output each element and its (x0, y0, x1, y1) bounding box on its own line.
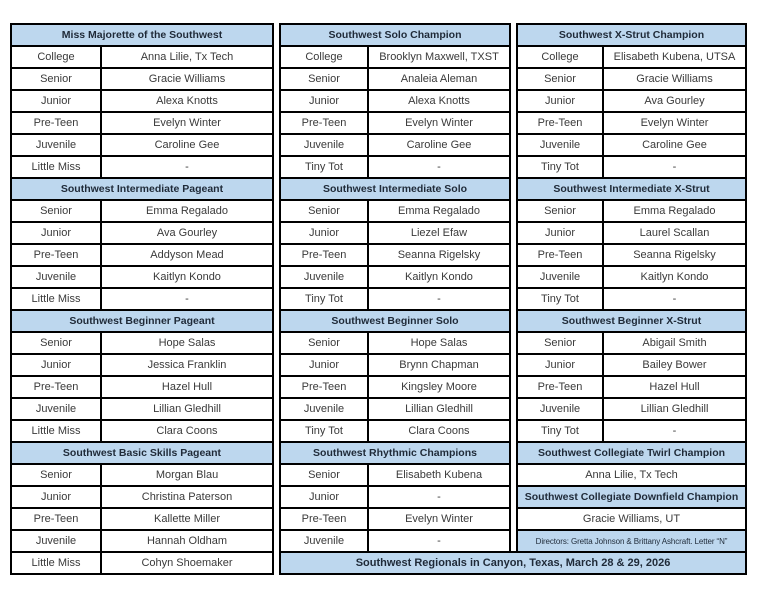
winner-cell: - (604, 157, 745, 177)
category-cell: Pre-Teen (518, 377, 602, 397)
section-header: Southwest Intermediate Solo (281, 179, 509, 199)
category-cell: Junior (12, 91, 100, 111)
category-cell: Tiny Tot (518, 421, 602, 441)
winner-cell: Ava Gourley (102, 223, 272, 243)
category-cell: Pre-Teen (281, 113, 367, 133)
category-cell: Junior (12, 223, 100, 243)
category-cell: Junior (518, 91, 602, 111)
winner-cell: - (369, 487, 509, 507)
category-cell: Junior (12, 355, 100, 375)
category-cell: Tiny Tot (518, 289, 602, 309)
category-cell: Junior (281, 355, 367, 375)
winner-cell: Morgan Blau (102, 465, 272, 485)
category-cell: Pre-Teen (518, 245, 602, 265)
category-cell: Junior (518, 223, 602, 243)
collegiate-twirl-winner: Anna Lilie, Tx Tech (518, 465, 745, 485)
event-footer-banner: Southwest Regionals in Canyon, Texas, March 28 & 29, 2026 (279, 551, 747, 575)
section-header: Southwest Beginner Solo (281, 311, 509, 331)
category-cell: Pre-Teen (281, 377, 367, 397)
section-header: Southwest Solo Champion (281, 25, 509, 45)
directors-note: Directors: Gretta Johnson & Brittany Ashcraft. Letter “N” (518, 531, 745, 551)
winner-cell: Gracie Williams (102, 69, 272, 89)
category-cell: Tiny Tot (518, 157, 602, 177)
category-cell: Juvenile (12, 267, 100, 287)
category-cell: Pre-Teen (518, 113, 602, 133)
winner-cell: Christina Paterson (102, 487, 272, 507)
section-header: Southwest X-Strut Champion (518, 25, 745, 45)
section-header: Southwest Beginner X-Strut (518, 311, 745, 331)
winner-cell: Evelyn Winter (369, 113, 509, 133)
category-cell: Senior (12, 201, 100, 221)
winner-cell: Clara Coons (102, 421, 272, 441)
winner-cell: Evelyn Winter (369, 509, 509, 529)
category-cell: College (281, 47, 367, 67)
category-cell: Juvenile (518, 399, 602, 419)
winner-cell: Evelyn Winter (604, 113, 745, 133)
winner-cell: - (604, 289, 745, 309)
category-cell: Pre-Teen (12, 113, 100, 133)
category-cell: Juvenile (12, 531, 100, 551)
winner-cell: Caroline Gee (102, 135, 272, 155)
category-cell: Senior (281, 201, 367, 221)
winner-cell: Kaitlyn Kondo (369, 267, 509, 287)
solo-results-table (279, 23, 511, 553)
category-cell: Juvenile (281, 531, 367, 551)
winner-cell: Lillian Gledhill (102, 399, 272, 419)
winner-cell: Emma Regalado (102, 201, 272, 221)
category-cell: Junior (281, 91, 367, 111)
winner-cell: Lillian Gledhill (369, 399, 509, 419)
category-cell: Senior (12, 465, 100, 485)
winner-cell: Emma Regalado (369, 201, 509, 221)
category-cell: Pre-Teen (12, 377, 100, 397)
winner-cell: Gracie Williams (604, 69, 745, 89)
pageant-results-table (10, 23, 274, 575)
winner-cell: Liezel Efaw (369, 223, 509, 243)
winner-cell: Caroline Gee (369, 135, 509, 155)
collegiate-downfield-header: Southwest Collegiate Downfield Champion (518, 487, 745, 507)
winner-cell: Lillian Gledhill (604, 399, 745, 419)
category-cell: Tiny Tot (281, 289, 367, 309)
winner-cell: Bailey Bower (604, 355, 745, 375)
category-cell: Senior (12, 333, 100, 353)
category-cell: Junior (12, 487, 100, 507)
winner-cell: Brooklyn Maxwell, TXST (369, 47, 509, 67)
category-cell: Little Miss (12, 157, 100, 177)
winner-cell: Hannah Oldham (102, 531, 272, 551)
winner-cell: Alexa Knotts (369, 91, 509, 111)
category-cell: Junior (281, 487, 367, 507)
winner-cell: Ava Gourley (604, 91, 745, 111)
winner-cell: Kaitlyn Kondo (604, 267, 745, 287)
category-cell: Senior (518, 201, 602, 221)
category-cell: Juvenile (518, 267, 602, 287)
category-cell: Tiny Tot (281, 157, 367, 177)
category-cell: Little Miss (12, 289, 100, 309)
category-cell: Juvenile (281, 135, 367, 155)
category-cell: Little Miss (12, 421, 100, 441)
category-cell: Junior (518, 355, 602, 375)
winner-cell: - (369, 157, 509, 177)
collegiate-downfield-winner: Gracie Williams, UT (518, 509, 745, 529)
winner-cell: Laurel Scallan (604, 223, 745, 243)
winner-cell: Cohyn Shoemaker (102, 553, 272, 573)
winner-cell: Hazel Hull (604, 377, 745, 397)
category-cell: Senior (12, 69, 100, 89)
winner-cell: - (604, 421, 745, 441)
category-cell: College (518, 47, 602, 67)
winner-cell: Abigail Smith (604, 333, 745, 353)
winner-cell: Kaitlyn Kondo (102, 267, 272, 287)
category-cell: Pre-Teen (12, 509, 100, 529)
category-cell: Juvenile (12, 399, 100, 419)
category-cell: Juvenile (281, 399, 367, 419)
category-cell: Senior (281, 465, 367, 485)
category-cell: Senior (281, 69, 367, 89)
category-cell: Juvenile (281, 267, 367, 287)
winner-cell: - (102, 289, 272, 309)
winner-cell: Kallette Miller (102, 509, 272, 529)
winner-cell: - (369, 531, 509, 551)
category-cell: Pre-Teen (281, 245, 367, 265)
section-header: Southwest Rhythmic Champions (281, 443, 509, 463)
winner-cell: Alexa Knotts (102, 91, 272, 111)
category-cell: Pre-Teen (281, 509, 367, 529)
winner-cell: Seanna Rigelsky (604, 245, 745, 265)
collegiate-twirl-header: Southwest Collegiate Twirl Champion (518, 443, 745, 463)
winner-cell: Elisabeth Kubena (369, 465, 509, 485)
winner-cell: Caroline Gee (604, 135, 745, 155)
winner-cell: Brynn Chapman (369, 355, 509, 375)
category-cell: Tiny Tot (281, 421, 367, 441)
winner-cell: Elisabeth Kubena, UTSA (604, 47, 745, 67)
winner-cell: - (369, 289, 509, 309)
winner-cell: Addyson Mead (102, 245, 272, 265)
winner-cell: Evelyn Winter (102, 113, 272, 133)
section-header: Miss Majorette of the Southwest (12, 25, 272, 45)
section-header: Southwest Intermediate X-Strut (518, 179, 745, 199)
winner-cell: Hazel Hull (102, 377, 272, 397)
winner-cell: Clara Coons (369, 421, 509, 441)
winner-cell: Seanna Rigelsky (369, 245, 509, 265)
winner-cell: Analeia Aleman (369, 69, 509, 89)
category-cell: Pre-Teen (12, 245, 100, 265)
section-header: Southwest Basic Skills Pageant (12, 443, 272, 463)
category-cell: College (12, 47, 100, 67)
winner-cell: Emma Regalado (604, 201, 745, 221)
category-cell: Juvenile (518, 135, 602, 155)
winner-cell: Anna Lilie, Tx Tech (102, 47, 272, 67)
category-cell: Juvenile (12, 135, 100, 155)
category-cell: Junior (281, 223, 367, 243)
winner-cell: Kingsley Moore (369, 377, 509, 397)
category-cell: Senior (518, 69, 602, 89)
winner-cell: - (102, 157, 272, 177)
winner-cell: Hope Salas (369, 333, 509, 353)
xstrut-results-table (516, 23, 747, 553)
winner-cell: Hope Salas (102, 333, 272, 353)
category-cell: Senior (518, 333, 602, 353)
section-header: Southwest Beginner Pageant (12, 311, 272, 331)
winner-cell: Jessica Franklin (102, 355, 272, 375)
category-cell: Senior (281, 333, 367, 353)
section-header: Southwest Intermediate Pageant (12, 179, 272, 199)
category-cell: Little Miss (12, 553, 100, 573)
